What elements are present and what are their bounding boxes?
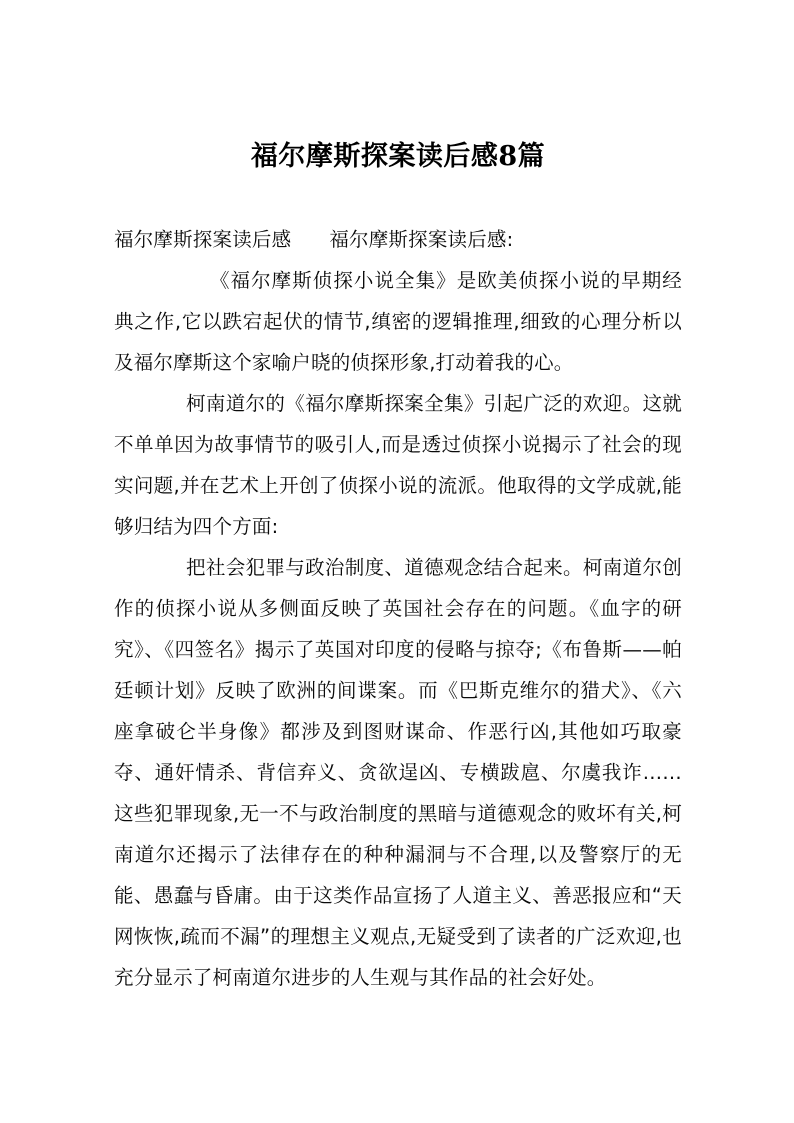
paragraph-2: 柯南道尔的《福尔摩斯探案全集》引起广泛的欢迎。这就不单单因为故事情节的吸引人,而是透过侦探小说揭示了社会的现实问题,并在艺术上开创了侦探小说的流派。他取得的文学成就,能够归结为四个方面: bbox=[114, 392, 682, 538]
document-content bbox=[114, 0, 682, 998]
page-title: 福尔摩斯探案读后感8篇 bbox=[250, 141, 546, 172]
heading-line-left: 福尔摩斯探案读后感 bbox=[114, 228, 292, 251]
paragraph-1: 《福尔摩斯侦探小说全集》是欧美侦探小说的早期经典之作,它以跌宕起伏的情节,缜密的逻辑推理,细致的心理分析以及福尔摩斯这个家喻户晓的侦探形象,打动着我的心。 bbox=[114, 269, 682, 374]
heading-line bbox=[114, 219, 682, 260]
paragraph-3: 把社会犯罪与政治制度、道德观念结合起来。柯南道尔创作的侦探小说从多侧面反映了英国社会存在的问题。《血字的研究》、《四签名》揭示了英国对印度的侵略与掠夺;《布鲁斯——帕廷顿计划》反映了欧洲的间谍案。而《巴斯克维尔的猎犬》、《六座拿破仑半身像》都涉及到图财谋命、作恶行凶,其他如巧取豪夺、通奸情杀、背信弃义、贪欲逞凶、专横跋扈、尔虞我诈……这些犯罪现象,无一不与政治制度的黑暗与道德观念的败坏有关,柯南道尔还揭示了法律存在的种种漏洞与不合理,以及警察厅的无能、愚蠢与昏庸。由于这类作品宣扬了人道主义、善恶报应和“天网恢恢,疏而不漏”的理想主义观点,无疑受到了读者的广泛欢迎,也充分显示了柯南道尔进步的人生观与其作品的社会好处。 bbox=[114, 556, 682, 989]
heading-line-right: 福尔摩斯探案读后感: bbox=[329, 228, 514, 251]
